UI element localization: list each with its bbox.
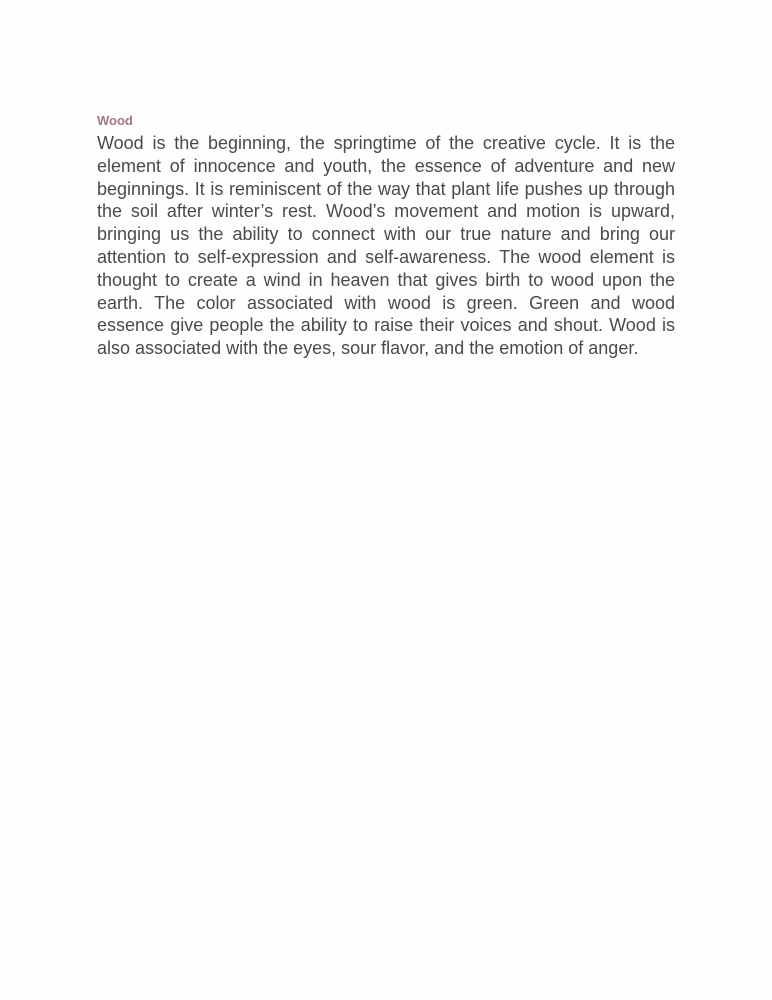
- section-heading: Wood: [97, 113, 133, 128]
- document-content: [97, 112, 675, 360]
- section-paragraph: Wood is the beginning, the springtime of the creative cycle. It is the element of innocence and youth, the essence of adventure and new beginnings. It is reminiscent of the way that plant life pushes up through the soil after winter’s rest. Wood’s movement and motion is upward, bringing us the ability to connect with our true nature and bring our attention to self-expression and self-awareness. The wood element is thought to create a wind in heaven that gives birth to wood upon the earth. The color associated with wood is green. Green and wood essence give people the ability to raise their voices and shout. Wood is also associated with the eyes, sour flavor, and the emotion of anger.: [97, 133, 675, 359]
